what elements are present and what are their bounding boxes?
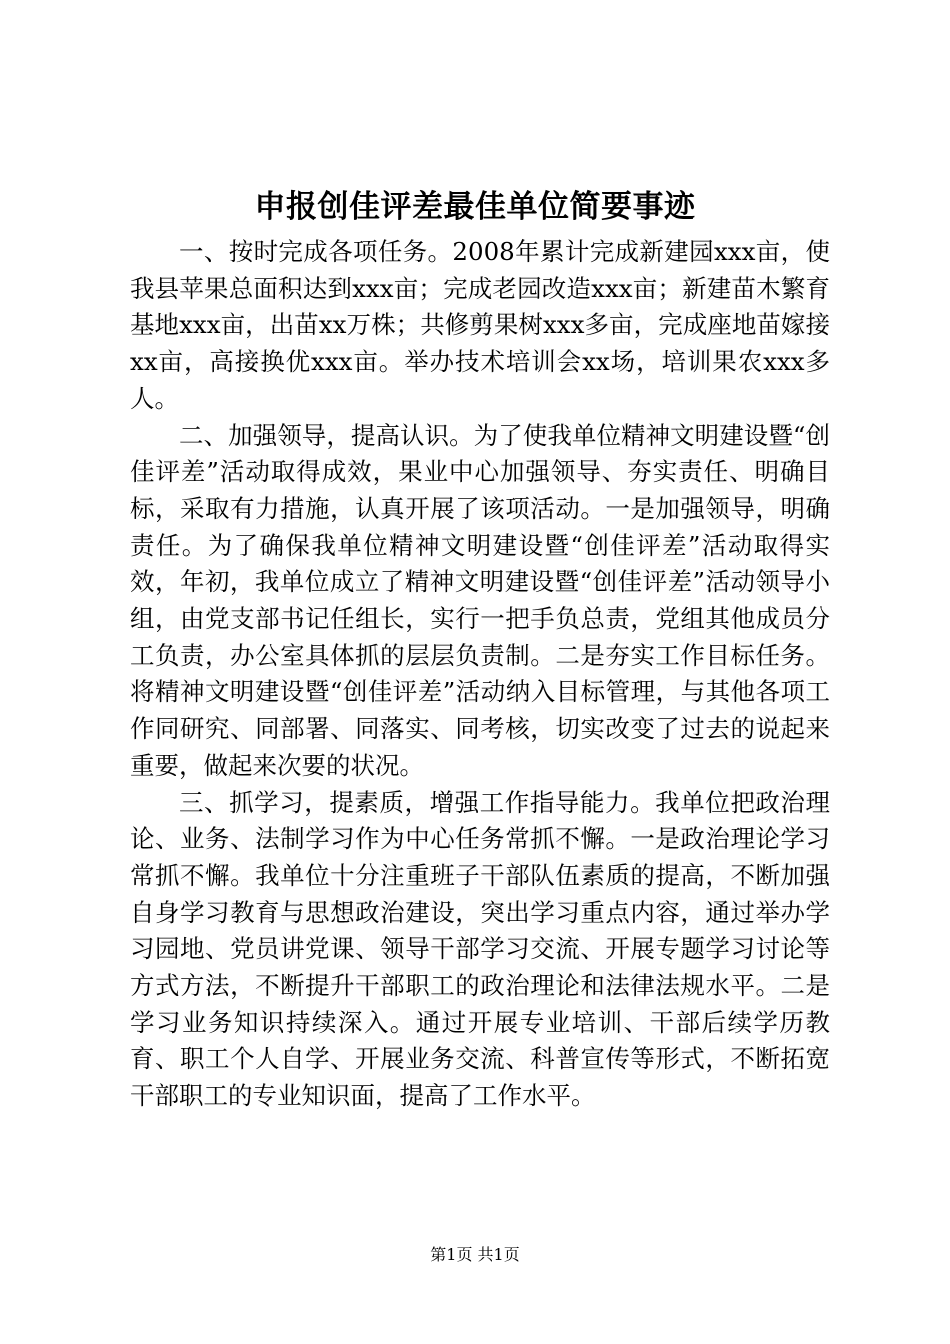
document-body [130, 234, 830, 1115]
document-title: 申报创佳评差最佳单位简要事迹 [254, 189, 696, 225]
page-number-footer: 第1页 共1页 [430, 1245, 520, 1264]
paragraph-1: 一、按时完成各项任务。2008年累计完成新建园xxx亩，使我县苹果总面积达到xxx亩；完成老园改造xxx亩；新建苗木繁育基地xxx亩，出苗xx万株；共修剪果树xxx多亩，完成座地苗嫁接xx亩，高接换优xxx亩。举办技术培训会xx场，培训果农xxx多人。 [130, 237, 830, 413]
paragraph-3: 三、抓学习，提素质，增强工作指导能力。我单位把政治理论、业务、法制学习作为中心任务常抓不懈。一是政治理论学习常抓不懈。我单位十分注重班子干部队伍素质的提高，不断加强自身学习教育与思想政治建设，突出学习重点内容，通过举办学习园地、党员讲党课、领导干部学习交流、开展专题学习讨论等方式方法，不断提升干部职工的政治理论和法律法规水平。二是学习业务知识持续深入。通过开展专业培训、干部后续学历教育、职工个人自学、开展业务交流、科普宣传等形式，不断拓宽干部职工的专业知识面，提高了工作水平。 [130, 787, 830, 1111]
paragraph-2: 二、加强领导，提高认识。为了使我单位精神文明建设暨“创佳评差”活动取得成效，果业中心加强领导、夯实责任、明确目标，采取有力措施，认真开展了该项活动。一是加强领导，明确责任。为了确保我单位精神文明建设暨“创佳评差”活动取得实效，年初，我单位成立了精神文明建设暨“创佳评差”活动领导小组，由党支部书记任组长，实行一把手负总责，党组其他成员分工负责，办公室具体抓的层层负责制。二是夯实工作目标任务。将精神文明建设暨“创佳评差”活动纳入目标管理，与其他各项工作同研究、同部署、同落实、同考核，切实改变了过去的说起来重要，做起来次要的状况。 [130, 420, 830, 780]
